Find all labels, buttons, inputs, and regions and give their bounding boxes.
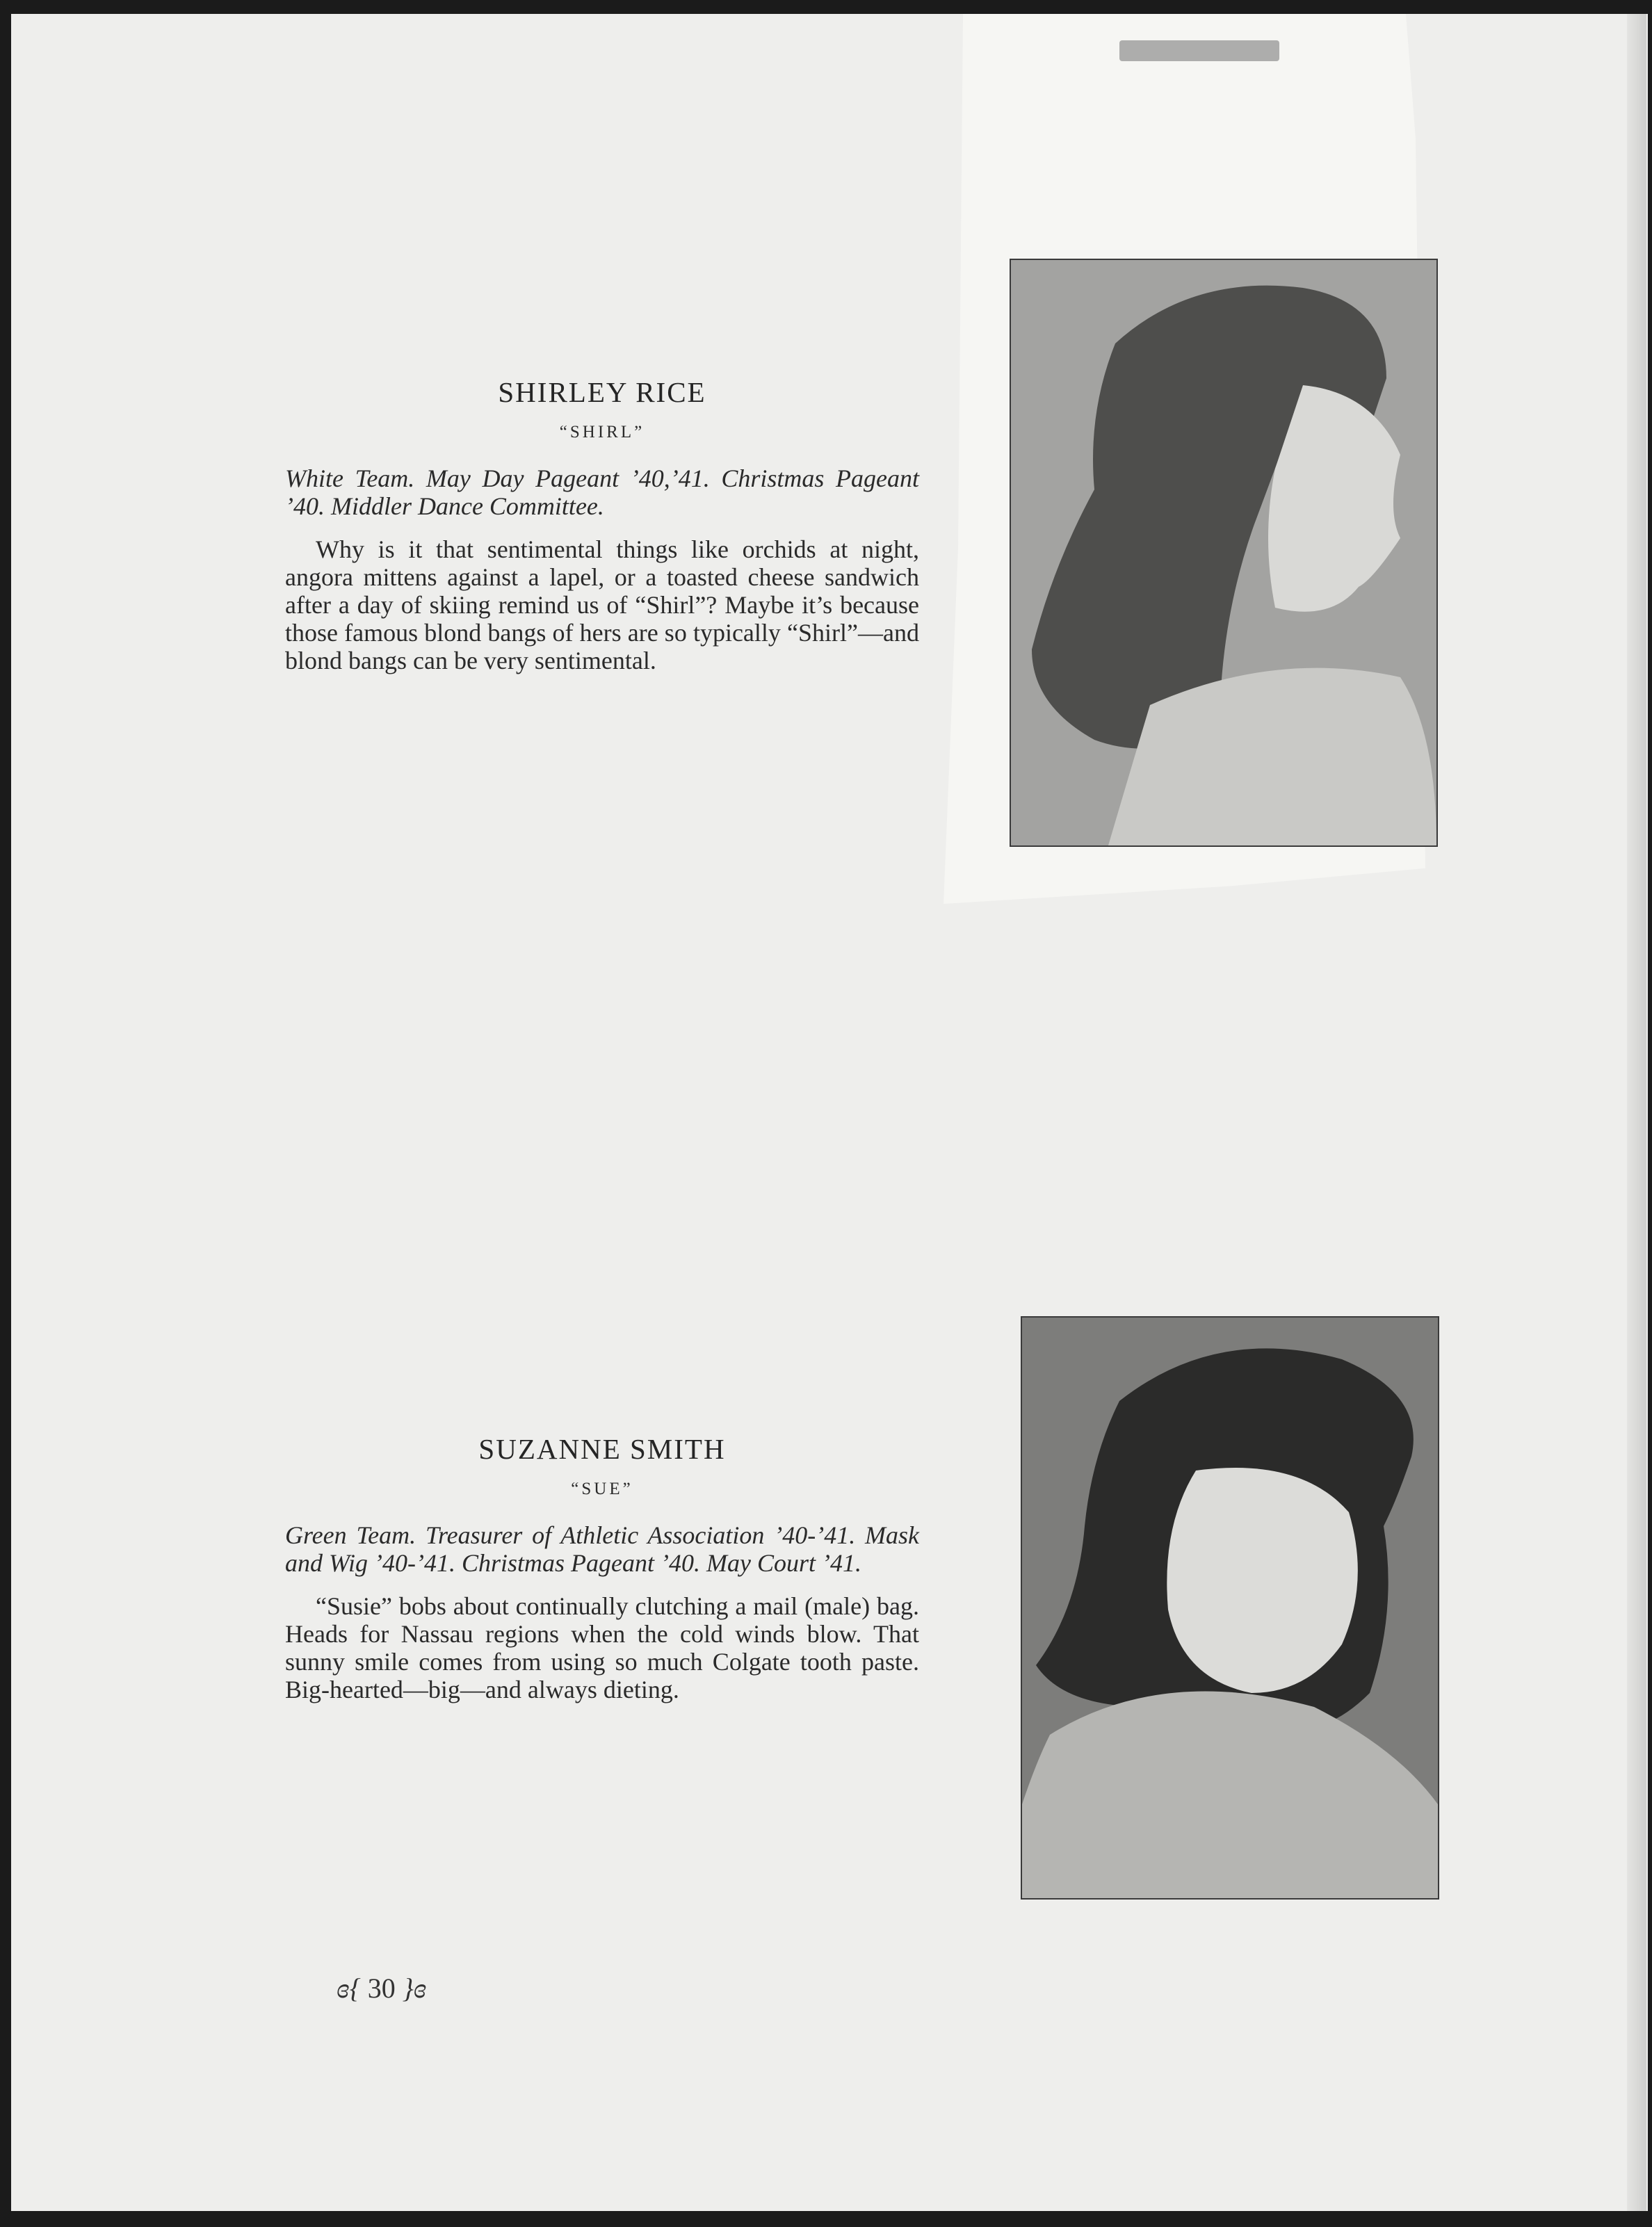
portrait-photo-shirley-rice — [1010, 259, 1438, 847]
student-activities: White Team. May Day Pageant ’40,’41. Christmas Pageant ’40. Middler Dance Committee. — [285, 464, 919, 520]
student-name: SUZANNE SMITH — [478, 1433, 726, 1465]
page-edge — [1627, 14, 1646, 2211]
right-ornament-icon: }ɞ — [395, 1973, 427, 2004]
left-ornament-icon: ɞ{ — [337, 1973, 368, 2004]
student-entry-2 — [285, 1432, 919, 1703]
portrait-photo-suzanne-smith — [1021, 1316, 1439, 1900]
student-bio: “Susie” bobs about continually clutching a mail (male) bag. Heads for Nassau regions when the cold winds blow. That sunny smile comes from using so much Colgate tooth paste. Big-hearted—big—and always dieting. — [285, 1592, 919, 1703]
student-activities: Green Team. Treasurer of Athletic Association ’40-’41. Mask and Wig ’40-’41. Christmas Pageant ’40. May Court ’41. — [285, 1521, 919, 1577]
student-name: SHIRLEY RICE — [498, 376, 706, 408]
tape-smudge — [1119, 40, 1279, 61]
student-entry-1 — [285, 375, 919, 674]
page-number-value: 30 — [367, 1973, 396, 2004]
student-bio: Why is it that sentimental things like orchids at night, angora mittens against a lapel, or a toasted cheese sandwich after a day of skiing remind us of “Shirl”? Maybe it’s because those famous blond bangs of hers are so typically “Shirl”—and blond bangs can be very sentimental. — [285, 535, 919, 674]
student-nickname: “SHIRL” — [559, 423, 645, 442]
page-number — [337, 1972, 426, 2005]
student-nickname: “SUE” — [571, 1480, 633, 1498]
